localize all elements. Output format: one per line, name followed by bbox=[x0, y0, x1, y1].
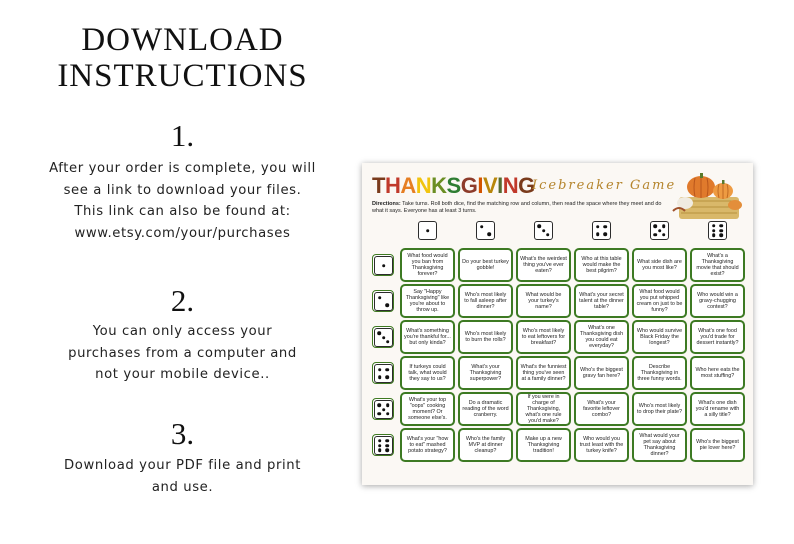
die-pip bbox=[386, 412, 390, 416]
instructions-heading-line1: DOWNLOAD bbox=[81, 22, 284, 58]
row-die-frame bbox=[372, 398, 394, 420]
prompt-cell: What's a Thanksgiving movie that should exist? bbox=[690, 248, 745, 282]
die-pip bbox=[426, 229, 430, 233]
step-1-line: This link can also be found at: bbox=[74, 204, 291, 219]
title-letter: G bbox=[518, 173, 535, 198]
column-die-5 bbox=[650, 221, 669, 240]
prompt-cell: Who at this table would make the best pilgrim? bbox=[574, 248, 629, 282]
column-die-4 bbox=[592, 221, 611, 240]
directions-label: Directions: bbox=[372, 201, 401, 207]
die-pip bbox=[603, 232, 607, 236]
title-letter: I bbox=[477, 173, 483, 198]
die-pip bbox=[378, 448, 382, 452]
prompt-cell: What's your "how to eat" mashed potato strategy? bbox=[400, 428, 455, 462]
prompt-cell: Say "Happy Thanksgiving" like you're about to throw up. bbox=[400, 284, 455, 318]
row-die-4 bbox=[374, 364, 393, 383]
die-pip bbox=[662, 233, 666, 237]
prompt-cell: Who's the family MVP at dinner cleanup? bbox=[458, 428, 513, 462]
title-letter: I bbox=[497, 173, 503, 198]
row-die-6 bbox=[374, 436, 393, 455]
die-pip bbox=[385, 368, 389, 372]
directions-text: Take turns. Roll both dice, find the matching row and column, then read the space where they meet and do what it says. Everyone has at least 3 turns. bbox=[372, 201, 662, 214]
title-letter: T bbox=[372, 173, 385, 198]
step-1-line: www.etsy.com/your/purchases bbox=[74, 225, 291, 241]
prompt-cell: What would your pet say about Thanksgiving dinner? bbox=[632, 428, 687, 462]
step-3-line: Download your PDF file and print bbox=[64, 458, 301, 473]
die-pip bbox=[596, 225, 600, 229]
title-letter: K bbox=[431, 173, 447, 198]
game-sheet-preview bbox=[362, 163, 753, 485]
die-pip bbox=[546, 233, 550, 237]
step-2-line: You can only access your bbox=[92, 324, 273, 339]
die-pip bbox=[712, 229, 716, 233]
sheet-title-icebreaker: Icebreaker Game bbox=[532, 178, 677, 193]
die-pip bbox=[382, 336, 386, 340]
die-pip bbox=[662, 225, 666, 229]
title-letter: H bbox=[384, 173, 401, 198]
prompt-cell: Who's most likely to fall asleep after dinner? bbox=[458, 284, 513, 318]
prompt-cell: What's the funniest thing you've seen at a family dinner? bbox=[516, 356, 571, 390]
die-pip bbox=[538, 225, 542, 229]
die-pip bbox=[385, 439, 389, 443]
step-1-line: After your order is complete, you will bbox=[49, 161, 316, 176]
step-1-line: see a link to download your files. bbox=[63, 182, 302, 198]
row-die-frame bbox=[372, 290, 394, 312]
column-die-1 bbox=[418, 221, 437, 240]
step-2-line: not your mobile device.. bbox=[95, 367, 270, 382]
prompt-cell: What's the weirdest thing you've ever eaten? bbox=[516, 248, 571, 282]
step-2-line: purchases from a computer and bbox=[68, 345, 297, 361]
prompt-cell: Describe Thanksgiving in three funny words. bbox=[632, 356, 687, 390]
prompt-cell: Who's most likely to eat leftovers for breakfast? bbox=[516, 320, 571, 354]
prompt-cell: What's one Thanksgiving dish you could eat everyday? bbox=[574, 320, 629, 354]
column-die-3 bbox=[534, 221, 553, 240]
prompt-cell: Who would survive Black Friday the longest? bbox=[632, 320, 687, 354]
die-pip bbox=[378, 444, 382, 448]
prompt-cell: What's one food you'd trade for dessert instantly? bbox=[690, 320, 745, 354]
prompt-cell: If turkeys could talk, what would they say to us? bbox=[400, 356, 455, 390]
die-pip bbox=[378, 412, 382, 416]
step-2-text bbox=[20, 321, 345, 386]
die-pip bbox=[386, 340, 390, 344]
die-pip bbox=[654, 233, 658, 237]
prompt-cell: Who's most likely to drop their plate? bbox=[632, 392, 687, 426]
prompt-cell: Who would win a gravy-chugging contest? bbox=[690, 284, 745, 318]
die-pip bbox=[658, 229, 662, 233]
step-2-number: 2. bbox=[170, 283, 195, 318]
prompt-cell: What's your top "oops" cooking moment? Or someone else's. bbox=[400, 392, 455, 426]
title-letter: A bbox=[400, 173, 416, 198]
prompt-cell: What's your Thanksgiving superpower? bbox=[458, 356, 513, 390]
die-pip bbox=[487, 232, 491, 236]
die-pip bbox=[385, 303, 389, 307]
die-pip bbox=[378, 375, 382, 379]
pumpkins-hay-illustration bbox=[671, 167, 747, 221]
row-die-2 bbox=[374, 292, 393, 311]
row-die-frame bbox=[372, 362, 394, 384]
die-pip bbox=[378, 332, 382, 336]
die-pip bbox=[378, 368, 382, 372]
sheet-directions bbox=[372, 201, 662, 214]
step-3-text bbox=[20, 455, 345, 498]
prompt-cell: What food would you put whipped cream on just to be funny? bbox=[632, 284, 687, 318]
prompt-cell: Do a dramatic reading of the word cranberry. bbox=[458, 392, 513, 426]
row-die-5 bbox=[374, 400, 393, 419]
download-instructions-panel bbox=[0, 0, 365, 544]
sheet-title-thanksgiving bbox=[372, 173, 535, 199]
row-die-1 bbox=[374, 256, 393, 275]
die-pip bbox=[719, 224, 723, 228]
die-pip bbox=[378, 404, 382, 408]
die-pip bbox=[603, 225, 607, 229]
prompt-cell: Make up a new Thanksgiving tradition! bbox=[516, 428, 571, 462]
column-die-2 bbox=[476, 221, 495, 240]
title-letter: N bbox=[502, 173, 519, 198]
prompt-cell: What's your favorite leftover combo? bbox=[574, 392, 629, 426]
die-pip bbox=[712, 233, 716, 237]
prompt-cell: Who's the biggest pie lover here? bbox=[690, 428, 745, 462]
die-pip bbox=[382, 264, 386, 268]
die-pip bbox=[654, 225, 658, 229]
prompt-cell: What's one dish you'd rename with a silly title? bbox=[690, 392, 745, 426]
prompt-cell: Who's most likely to burn the rolls? bbox=[458, 320, 513, 354]
row-die-frame bbox=[372, 434, 394, 456]
instructions-heading-line2: INSTRUCTIONS bbox=[57, 58, 308, 94]
step-3-line: and use. bbox=[151, 479, 214, 495]
title-letter: N bbox=[415, 173, 432, 198]
die-pip bbox=[480, 225, 484, 229]
row-die-3 bbox=[374, 328, 393, 347]
step-1-text bbox=[20, 158, 345, 244]
row-die-frame bbox=[372, 254, 394, 276]
prompt-cell: What side dish are you most like? bbox=[632, 248, 687, 282]
die-pip bbox=[719, 229, 723, 233]
row-die-frame bbox=[372, 326, 394, 348]
title-letter: G bbox=[460, 173, 478, 198]
step-3-number: 3. bbox=[170, 416, 195, 451]
step-1-number: 1. bbox=[170, 118, 195, 153]
die-pip bbox=[542, 229, 546, 233]
prompt-cell: Who here eats the most stuffing? bbox=[690, 356, 745, 390]
die-pip bbox=[385, 448, 389, 452]
die-pip bbox=[386, 404, 390, 408]
die-pip bbox=[385, 444, 389, 448]
die-pip bbox=[378, 296, 382, 300]
die-pip bbox=[385, 375, 389, 379]
die-pip bbox=[382, 408, 386, 412]
prompt-cell: What food would you ban from Thanksgiving forever? bbox=[400, 248, 455, 282]
column-die-6 bbox=[708, 221, 727, 240]
prompt-cell: Who would you trust least with the turkey knife? bbox=[574, 428, 629, 462]
prompt-cell: Do your best turkey gobble! bbox=[458, 248, 513, 282]
prompt-cell: What's your secret talent at the dinner table? bbox=[574, 284, 629, 318]
die-pip bbox=[378, 439, 382, 443]
die-pip bbox=[712, 224, 716, 228]
prompt-cell: Who's the biggest gravy fan here? bbox=[574, 356, 629, 390]
title-letter: S bbox=[446, 173, 461, 198]
title-letter: V bbox=[482, 173, 498, 198]
prompt-cell: If you were in charge of Thanksgiving, what's one rule you'd make? bbox=[516, 392, 571, 426]
die-pip bbox=[719, 233, 723, 237]
die-pip bbox=[596, 232, 600, 236]
prompt-cell: What's something you're thankful for... but only kinda? bbox=[400, 320, 455, 354]
prompt-cell: What would be your turkey's name? bbox=[516, 284, 571, 318]
